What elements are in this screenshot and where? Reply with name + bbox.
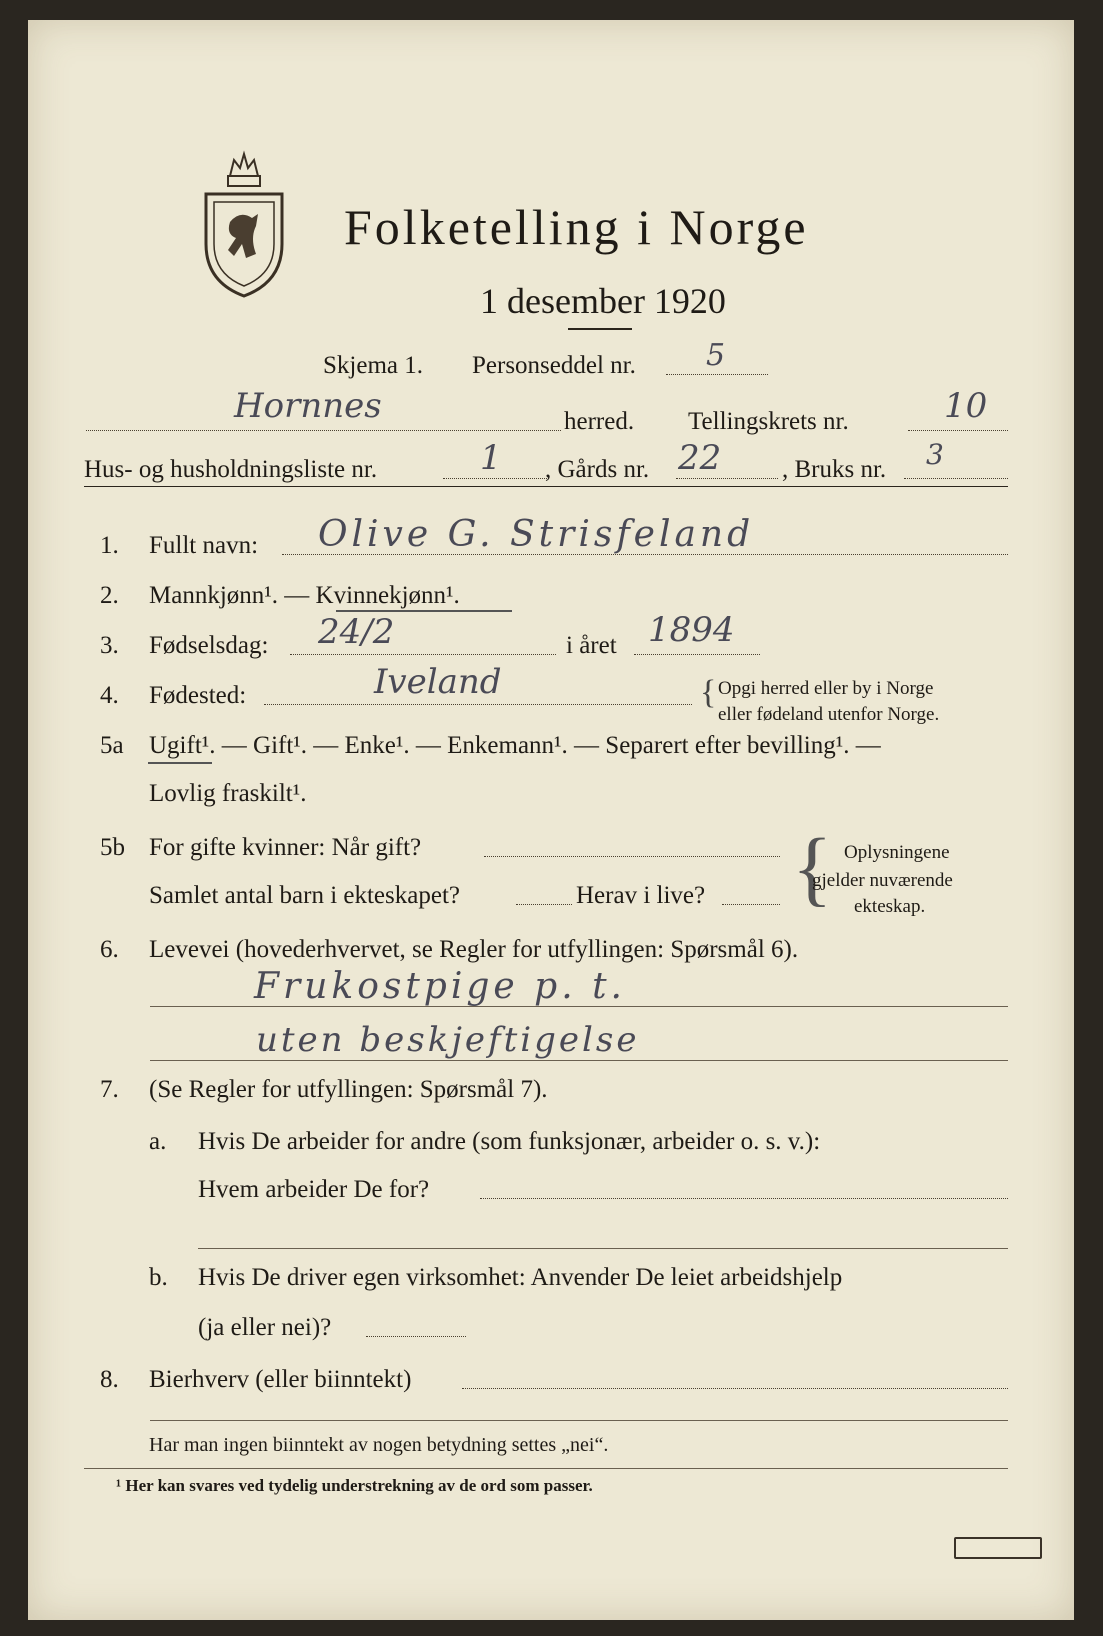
footer-note: Har man ingen biinntekt av nogen betydning settes „nei“. bbox=[149, 1434, 609, 1456]
occupation-value-2[interactable]: uten beskjeftigelse bbox=[256, 1020, 640, 1060]
q5b-married-line bbox=[484, 856, 780, 857]
q4-label: Fødested: bbox=[149, 682, 247, 709]
page-title: Folketelling i Norge bbox=[344, 199, 809, 255]
q7b-label: Hvis De driver egen virksomhet: Anvender De leiet arbeidshjelp bbox=[198, 1264, 843, 1291]
full-name-value[interactable]: Olive G. Strisfeland bbox=[318, 514, 755, 555]
q7b-line bbox=[366, 1336, 466, 1337]
q7b-letter: b. bbox=[149, 1264, 168, 1291]
coat-of-arms-icon bbox=[200, 146, 288, 298]
q5b-number: 5b bbox=[100, 834, 125, 861]
skjema-label: Skjema 1. bbox=[323, 352, 423, 379]
q6-label: Levevei (hovederhvervet, se Regler for utfyllingen: Spørsmål 6). bbox=[149, 936, 799, 963]
q3-year-label: i året bbox=[566, 632, 617, 659]
q5a-label: Ugift¹. — Gift¹. — Enke¹. — Enkemann¹. — Separert efter bevilling¹. — bbox=[149, 732, 881, 759]
q3-year-line bbox=[634, 654, 760, 655]
q5b-note-2: gjelder nuværende bbox=[812, 870, 953, 891]
herred-label: herred. bbox=[564, 408, 635, 435]
tellingskrets-label: Tellingskrets nr. bbox=[688, 408, 849, 435]
q7-label: (Se Regler for utfyllingen: Spørsmål 7). bbox=[149, 1076, 548, 1103]
q4-note-2: eller fødeland utenfor Norge. bbox=[718, 704, 940, 725]
q4-note-1: Opgi herred eller by i Norge bbox=[718, 678, 934, 699]
hus-line bbox=[443, 478, 547, 479]
footnote: ¹ Her kan svares ved tydelig understrekning av de ord som passer. bbox=[116, 1476, 593, 1495]
herred-value[interactable]: Hornnes bbox=[234, 386, 382, 426]
q4-brace: { bbox=[700, 674, 717, 711]
occupation-value-1[interactable]: Frukostpige p. t. bbox=[254, 966, 626, 1007]
census-form bbox=[28, 20, 1074, 1620]
q7a-line-2 bbox=[198, 1248, 1008, 1249]
q7a-label-2: Hvem arbeider De for? bbox=[198, 1176, 430, 1203]
q7a-label: Hvis De arbeider for andre (som funksjonær, arbeider o. s. v.): bbox=[198, 1128, 821, 1155]
q8-line-1 bbox=[462, 1388, 1008, 1389]
personseddel-value[interactable]: 5 bbox=[706, 338, 726, 373]
q5b-note-3: ekteskap. bbox=[854, 896, 926, 917]
q3-line bbox=[290, 654, 556, 655]
q5b-children-line bbox=[516, 904, 572, 905]
q5b-alive-line bbox=[722, 904, 780, 905]
q6-line-2 bbox=[150, 1060, 1008, 1061]
q7a-letter: a. bbox=[149, 1128, 167, 1155]
q7b-label-2: (ja eller nei)? bbox=[198, 1314, 332, 1341]
q5a-underline bbox=[148, 762, 212, 764]
personseddel-label: Personseddel nr. bbox=[472, 352, 636, 379]
q5a-label-2: Lovlig fraskilt¹. bbox=[149, 780, 307, 807]
herred-line bbox=[86, 430, 561, 431]
tellingskrets-value[interactable]: 10 bbox=[944, 386, 988, 426]
q4-number: 4. bbox=[100, 682, 119, 709]
printer-stamp bbox=[954, 1537, 1042, 1559]
q7-number: 7. bbox=[100, 1076, 119, 1103]
q5a-number: 5a bbox=[100, 732, 124, 759]
gards-value[interactable]: 22 bbox=[678, 438, 722, 478]
bruks-value[interactable]: 3 bbox=[926, 438, 944, 471]
birthplace-value[interactable]: Iveland bbox=[374, 662, 502, 702]
birth-year-value[interactable]: 1894 bbox=[648, 610, 735, 650]
q8-label: Bierhverv (eller biinntekt) bbox=[149, 1366, 412, 1393]
q2-label: Mannkjønn¹. — Kvinnekjønn¹. bbox=[149, 582, 460, 609]
q3-label: Fødselsdag: bbox=[149, 632, 269, 659]
bruks-line bbox=[904, 478, 1008, 479]
q5b-label-2: Samlet antal barn i ekteskapet? bbox=[149, 882, 460, 909]
title-divider bbox=[568, 328, 632, 330]
tellingskrets-line bbox=[908, 430, 1008, 431]
q4-line bbox=[264, 704, 692, 705]
section-divider bbox=[84, 486, 1008, 487]
personseddel-line bbox=[666, 374, 768, 375]
footer-divider bbox=[84, 1468, 1008, 1469]
gards-label: , Gårds nr. bbox=[545, 456, 650, 483]
q5b-brace: { bbox=[792, 822, 833, 915]
q7a-line-1 bbox=[480, 1198, 1008, 1199]
q3-number: 3. bbox=[100, 632, 119, 659]
gards-line bbox=[676, 478, 778, 479]
census-date: 1 desember 1920 bbox=[480, 281, 726, 321]
bruks-label: , Bruks nr. bbox=[782, 456, 887, 483]
q2-number: 2. bbox=[100, 582, 119, 609]
q8-line-2 bbox=[150, 1420, 1008, 1421]
q6-number: 6. bbox=[100, 936, 119, 963]
q5b-label-3: Herav i live? bbox=[576, 882, 706, 909]
q1-number: 1. bbox=[100, 532, 119, 559]
hus-value[interactable]: 1 bbox=[480, 438, 502, 478]
q5b-note-1: Oplysningene bbox=[844, 842, 950, 863]
q8-number: 8. bbox=[100, 1366, 119, 1393]
birthdate-value[interactable]: 24/2 bbox=[318, 612, 395, 652]
hus-label: Hus- og husholdningsliste nr. bbox=[84, 456, 378, 483]
q5b-label: For gifte kvinner: Når gift? bbox=[149, 834, 422, 861]
q1-label: Fullt navn: bbox=[149, 532, 259, 559]
